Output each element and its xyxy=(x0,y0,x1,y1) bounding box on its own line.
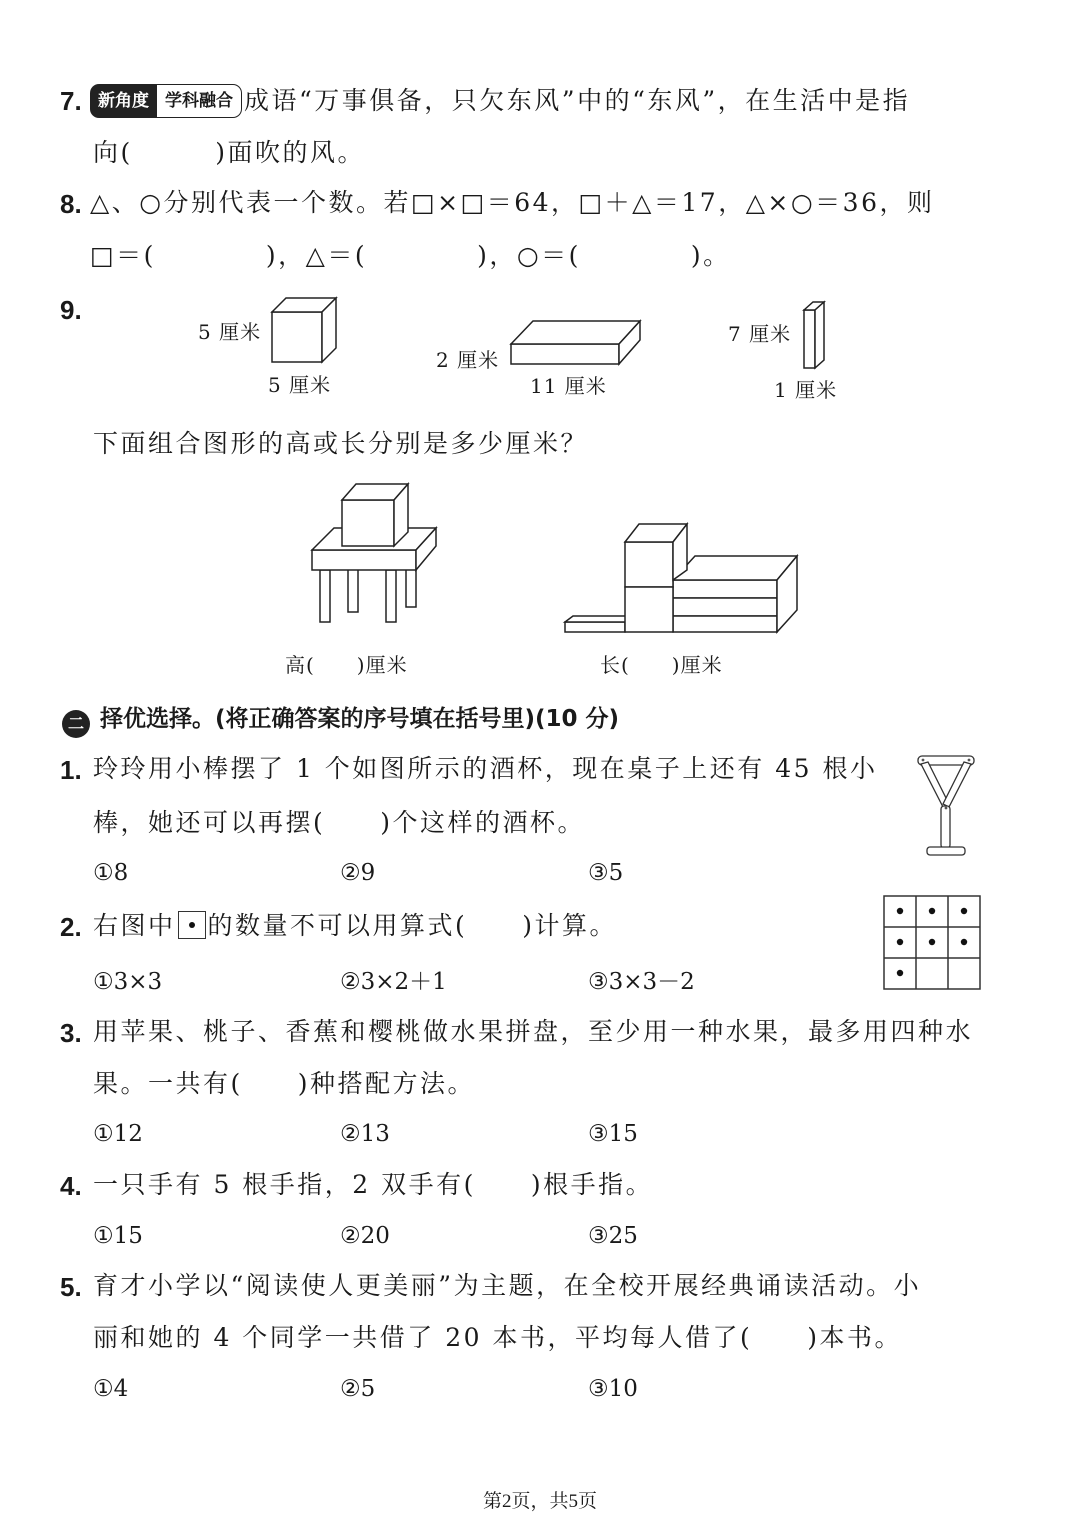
wine-glass-figure xyxy=(915,752,977,858)
c1-line2: 棒，她还可以再摆( )个这样的酒杯。 xyxy=(93,808,586,837)
q7-line2: 向( )面吹的风。 xyxy=(93,138,366,167)
c2-option-3[interactable]: ③3×3－2 xyxy=(588,969,695,995)
c2-option-1[interactable]: ①3×3 xyxy=(93,969,163,995)
c2-line1 xyxy=(93,910,617,942)
c4-option-2[interactable]: ②20 xyxy=(340,1223,390,1249)
c5-option-1[interactable]: ①4 xyxy=(93,1376,129,1402)
c1-option-3[interactable]: ③5 xyxy=(588,860,624,886)
c1-option-2[interactable]: ②9 xyxy=(340,860,376,886)
q8-number: 8. xyxy=(60,189,82,219)
c2-text-after: 的数量不可以用算式( )计算。 xyxy=(207,911,618,940)
new-angle-tag: 新角度 xyxy=(90,84,157,118)
slab-length-label: 11 厘米 xyxy=(530,374,607,398)
c4-line1: 一只手有 5 根手指，2 双手有( )根手指。 xyxy=(93,1170,654,1199)
cube-length-label: 5 厘米 xyxy=(268,373,332,397)
q7-number: 7. xyxy=(60,86,82,116)
dot-grid-figure xyxy=(883,895,981,991)
c3-option-2[interactable]: ②13 xyxy=(340,1121,390,1147)
q9-question: 下面组合图形的高或长分别是多少厘米？ xyxy=(93,429,589,458)
c2-text-before: 右图中 xyxy=(93,911,176,940)
q8-line2: □＝( )，△＝( )，○＝( )。 xyxy=(90,241,731,270)
c4-option-3[interactable]: ③25 xyxy=(588,1223,638,1249)
c5-number: 5. xyxy=(60,1272,82,1302)
stick-length-label: 1 厘米 xyxy=(774,378,838,402)
q7-text: 成语“万事俱备，只欠东风”中的“东风”，在生活中是指 xyxy=(244,86,911,115)
stack-combo-figure xyxy=(563,520,803,636)
answer-length: 长( )厘米 xyxy=(600,653,723,677)
c1-number: 1. xyxy=(60,755,82,785)
stick-figure xyxy=(802,300,828,372)
answer-height: 高( )厘米 xyxy=(285,653,408,677)
subject-tag: 学科融合 xyxy=(157,84,242,118)
section-2-title: 择优选择。(将正确答案的序号填在括号里)(10 分) xyxy=(100,706,620,732)
page-footer: 第2页，共5页 xyxy=(482,1491,597,1512)
stick-height-label: 7 厘米 xyxy=(728,322,792,346)
dot-square-icon xyxy=(178,911,206,939)
c5-line1: 育才小学以“阅读使人更美丽”为主题，在全校开展经典诵读活动。小 xyxy=(93,1271,922,1300)
c3-line1: 用苹果、桃子、香蕉和樱桃做水果拼盘，至少用一种水果，最多用四种水 xyxy=(93,1017,974,1046)
c2-number: 2. xyxy=(60,912,82,942)
c1-line1: 玲玲用小棒摆了 1 个如图所示的酒杯，现在桌子上还有 45 根小 xyxy=(93,754,878,783)
c3-option-1[interactable]: ①12 xyxy=(93,1121,143,1147)
c4-number: 4. xyxy=(60,1171,82,1201)
section-2-icon: 二 xyxy=(62,710,90,738)
c1-option-1[interactable]: ①8 xyxy=(93,860,129,886)
c3-option-3[interactable]: ③15 xyxy=(588,1121,638,1147)
q8-line1: △、○分别代表一个数。若□×□＝64，□＋△＝17，△×○＝36，则 xyxy=(90,188,935,217)
q9-number: 9. xyxy=(60,295,82,325)
c5-option-2[interactable]: ②5 xyxy=(340,1376,376,1402)
cube-figure xyxy=(270,296,342,368)
cube-height-label: 5 厘米 xyxy=(198,320,262,344)
c3-line2: 果。一共有( )种搭配方法。 xyxy=(93,1069,476,1098)
c3-number: 3. xyxy=(60,1018,82,1048)
q7-line1 xyxy=(90,84,910,118)
section-2-heading xyxy=(62,700,619,738)
c5-line2: 丽和她的 4 个同学一共借了 20 本书，平均每人借了( )本书。 xyxy=(93,1323,903,1352)
c2-option-2[interactable]: ②3×2＋1 xyxy=(340,969,447,995)
slab-height-label: 2 厘米 xyxy=(436,348,500,372)
c4-option-1[interactable]: ①15 xyxy=(93,1223,143,1249)
table-combo-figure xyxy=(308,480,440,622)
c5-option-3[interactable]: ③10 xyxy=(588,1376,638,1402)
slab-figure xyxy=(508,318,642,368)
